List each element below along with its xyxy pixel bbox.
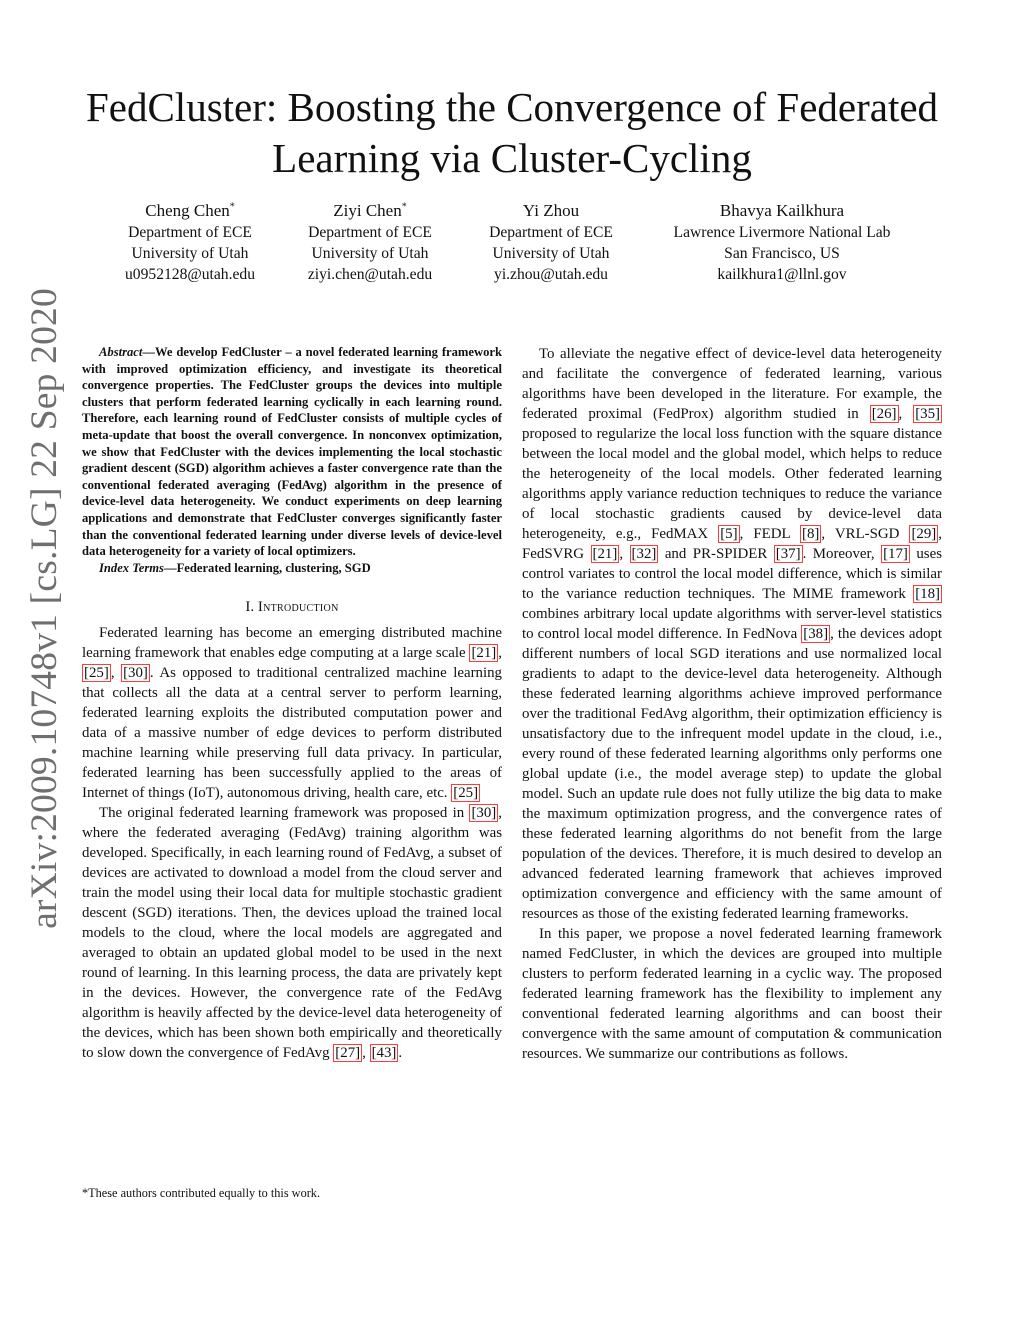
citation-link[interactable]: [25] — [84, 665, 109, 682]
intro-paragraph-2: The original federated learning framework was proposed in [30] , where the federated averaging (FedAvg) training algorithm was developed. Specifically, in each learning round of FedAvg, a subset of devices are activated to download a model from the cloud server and train the model using their local data for multiple stochastic gradient descent (SGD) iterations. Then, the devices upload the trained local models to the cloud, where the local models are aggregated and averaged to obtain an updated global model to be used in the next round of learning. In this learning process, the data are privately kept in the devices. However, the convergence rate of the FedAvg algorithm is heavily affected by the device-level data heterogeneity of the devices, which has been shown both empirically and theoretically to slow down the convergence of FedAvg [27] , [43] . — [82, 805, 502, 1062]
author-department: Lawrence Livermore National Lab — [673, 224, 891, 241]
abstract — [82, 344, 502, 560]
abstract-label: Abstract — [99, 345, 143, 359]
citation-link[interactable]: [21] — [471, 645, 497, 662]
right-column — [522, 344, 942, 1064]
author-email[interactable]: yi.zhou@utah.edu — [494, 266, 608, 283]
abstract-text: —We develop FedCluster – a novel federated learning framework with improved optimization efficiency, and investigate its theoretical convergence properties. The FedCluster groups the devices into multiple clusters that perform federated learning cyclically in each learning round. Therefore, each learning round of FedCluster consists of multiple cycles of meta-update that boost the overall convergence. In nonconvex optimization, we show that FedCluster with the devices implementing the local stochastic gradient descent (SGD) algorithm achieves a faster convergence rate than the conventional federated averaging (FedAvg) algorithm in the presence of device-level data heterogeneity. We conduct experiments on deep learning applications and demonstrate that FedCluster converges significantly faster than the conventional federated learning under diverse levels of device-level data heterogeneity for a variety of local optimizers. — [82, 345, 502, 559]
author-block — [0, 200, 1024, 290]
citation-link[interactable]: [25] — [453, 785, 479, 802]
citation-link[interactable]: [30] — [123, 665, 148, 682]
author-department: Department of ECE — [128, 224, 252, 241]
left-column — [82, 344, 502, 1063]
index-terms-label: Index Terms — [99, 560, 164, 575]
citation-link[interactable]: [35] — [915, 406, 940, 422]
section-heading-introduction: I. Introduction — [245, 599, 339, 616]
citation-link[interactable]: [32] — [631, 546, 657, 562]
author-institution: San Francisco, US — [724, 245, 840, 262]
index-terms-text: —Federated learning, clustering, SGD — [163, 560, 371, 575]
citation-link[interactable]: [21] — [592, 546, 618, 562]
intro-paragraph-4: In this paper, we propose a novel federated learning framework named FedCluster, in which the devices are grouped into multiple clusters to perform federated learning in a cyclic way. The proposed federated learning framework has the flexibility to implement any conventional federated learning algorithms and can boost their convergence with the same amount of computation & communication resources. We summarize our contributions as follows. — [522, 926, 942, 1062]
author-institution: University of Utah — [311, 245, 429, 262]
footnote: *These authors contributed equally to this work. — [82, 1186, 321, 1200]
author-name: Cheng Chen* — [145, 201, 235, 220]
author-email[interactable]: u0952128@utah.edu — [125, 266, 255, 283]
citation-link[interactable]: [38] — [803, 626, 829, 642]
citation-link[interactable]: [26] — [871, 406, 897, 422]
author-name: Yi Zhou — [522, 201, 580, 220]
citation-link[interactable]: [5] — [720, 526, 738, 542]
author-4 — [642, 200, 922, 285]
intro-paragraph-1: Federated learning has become an emerging distributed machine learning framework that enables edge computing at a large scale [21] , [25] , [30] . As opposed to traditional centralized machine learning that collects all the data at a central server to perform learning, federated learning exploits the distributed computation power and data of a massive number of edge devices to perform distributed machine learning while preserving full data privacy. In particular, federated learning has been successfully applied to the areas of Internet of things (IoT), autonomous driving, health care, etc. [25] — [82, 625, 503, 802]
citation-link[interactable]: [30] — [471, 805, 497, 822]
citation-link[interactable]: [29] — [911, 526, 937, 542]
citation-link[interactable]: [43] — [371, 1045, 397, 1062]
citation-link[interactable]: [27] — [335, 1045, 361, 1062]
arxiv-identifier-text: arXiv:2009.10748v1 [cs.LG] 22 Sep 2020 — [23, 287, 65, 929]
author-name: Bhavya Kailkhura — [719, 201, 845, 220]
author-department: Department of ECE — [489, 224, 613, 241]
citation-link[interactable]: [8] — [802, 526, 820, 542]
author-institution: University of Utah — [492, 245, 610, 262]
arxiv-identifier-stamp — [8, 258, 80, 958]
citation-link[interactable]: [37] — [775, 546, 801, 562]
author-institution: University of Utah — [131, 245, 249, 262]
author-name: Ziyi Chen* — [333, 201, 407, 220]
author-email[interactable]: ziyi.chen@utah.edu — [307, 266, 433, 283]
paper-title: FedCluster: Boosting the Convergence of Federated Learning via Cluster-Cycling — [85, 84, 939, 181]
author-department: Department of ECE — [308, 224, 432, 241]
citation-link[interactable]: [18] — [915, 586, 940, 602]
index-terms — [82, 560, 502, 577]
author-email[interactable]: kailkhura1@llnl.gov — [717, 266, 847, 283]
intro-paragraph-3: To alleviate the negative effect of device-level data heterogeneity and facilitate the convergence of federated learning, various algorithms have been developed in the literature. For example, the federated proximal (FedProx) algorithm studied in [26] , [35] proposed to regularize the local loss function with the square distance between the local model and the global model, which helps to reduce the heterogeneity of the local models. Other federated learning algorithms apply variance reduction techniques to reduce the variance of local stochastic gradients caused by device-level data heterogeneity, e.g., FedMAX [5] , FEDL [8] , VRL-SGD [29] , FedSVRG [21] , [32] and PR-SPIDER [37] . Moreover, [17] uses control variates to control the local model difference, which is similar to the variance reduction techniques. The MIME framework [18] combines arbitrary local update algorithms with server-level statistics to control local model difference. In FedNova [38] , the devices adopt different numbers of local SGD iterations and use normalized local gradients to adapt to the device-level data heterogeneity. Although these federated learning algorithms achieve improved performance over the traditional FedAvg algorithm, their optimization efficiency is unsatisfactory due to the infrequent model update in the cloud, i.e., every round of these federated learning algorithms only performs one global update (i.e., the model average step) to update the global model. Such an update rule does not fully utilize the big data to make the maximum optimization progress, and the convergence rates of these federated learning algorithms do not benefit from the large population of the devices. Therefore, it is much desired to develop an advanced federated learning framework that achieves improved optimization convergence and efficiency with the same amount of resources as those of the existing federated learning frameworks. — [522, 346, 942, 922]
citation-link[interactable]: [17] — [883, 546, 908, 562]
